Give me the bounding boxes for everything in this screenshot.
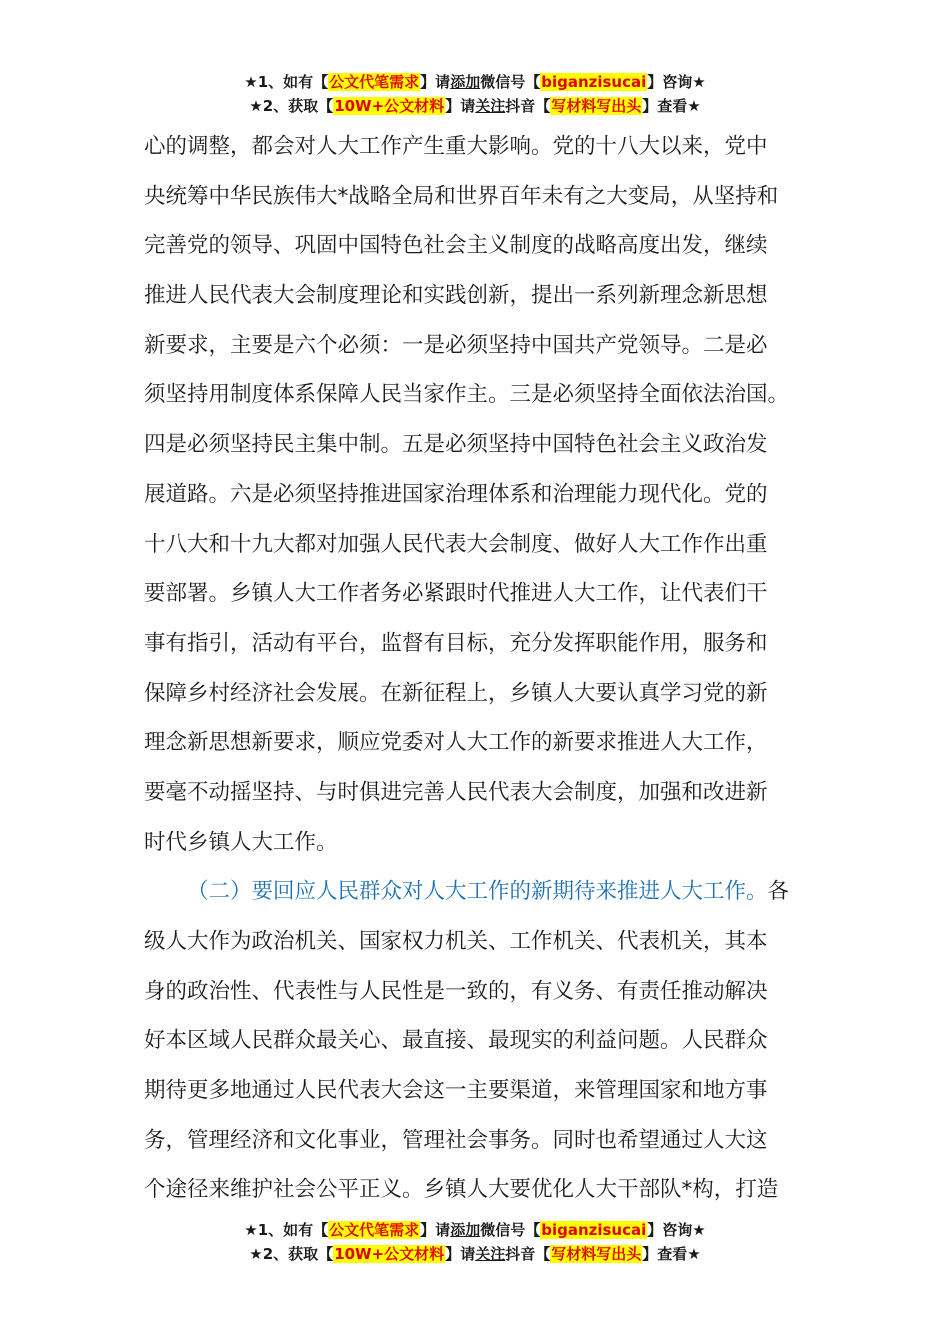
text-line: 推进人民代表大会制度理论和实践创新，提出一系列新理念新思想 xyxy=(144,283,768,309)
text-line: 好本区域人民群众最关心、最直接、最现实的利益问题。人民群众 xyxy=(144,1028,768,1054)
banner-text: ★2、获取【 xyxy=(249,97,334,115)
banner-text: 】查看★ xyxy=(642,97,701,115)
text-line: 新要求，主要是六个必须：一是必须坚持中国共产党领导。二是必 xyxy=(144,332,768,358)
text-line: 身的政治性、代表性与人民性是一致的，有义务、有责任推动解决 xyxy=(144,978,768,1004)
text-line: 十八大和十九大都对加强人民代表大会制度、做好人大工作作出重 xyxy=(144,531,768,557)
text-line: 时代乡镇人大工作。 xyxy=(144,829,338,855)
banner-text: 】查看★ xyxy=(642,1245,701,1263)
text-line: 保障乡村经济社会发展。在新征程上，乡镇人大要认真学习党的新 xyxy=(144,680,768,706)
banner-text: 抖音【 xyxy=(505,1245,551,1263)
banner-text: 抖音【 xyxy=(505,97,551,115)
banner-underlined: 关注 xyxy=(475,97,506,115)
banner-line-1 xyxy=(0,70,950,94)
banner-highlight: 写材料写出头 xyxy=(551,97,642,115)
banner-line-2 xyxy=(0,94,950,118)
banner-highlight: 公文代笔需求 xyxy=(329,73,420,91)
banner-text: 】咨询★ xyxy=(647,1221,706,1239)
text-line: 央统筹中华民族伟大*战略全局和世界百年未有之大变局，从坚持和 xyxy=(144,183,779,209)
text-line: 要部署。乡镇人大工作者务必紧跟时代推进人大工作，让代表们干 xyxy=(144,581,768,607)
banner-text: 】请 xyxy=(420,73,451,91)
header-banner xyxy=(0,70,950,118)
text-line: 级人大作为政治机关、国家权力机关、工作机关、代表机关，其本 xyxy=(144,929,768,954)
footer-banner xyxy=(0,1218,950,1266)
document-body xyxy=(144,122,808,1215)
banner-line-2 xyxy=(0,1242,950,1266)
banner-text: 】请 xyxy=(445,1245,476,1263)
banner-highlight: 公文代笔需求 xyxy=(329,1221,420,1239)
banner-text: 】请 xyxy=(420,1221,451,1239)
banner-text: 微信号【 xyxy=(480,1221,541,1239)
text-line: 事有指引，活动有平台，监督有目标，充分发挥职能作用，服务和 xyxy=(144,630,768,656)
banner-text: ★1、如有【 xyxy=(244,73,329,91)
banner-highlight: 写材料写出头 xyxy=(551,1245,642,1263)
banner-underlined: 添加 xyxy=(450,1221,481,1239)
section-heading: （二）要回应人民群众对人大工作的新期待来推进人大工作。 xyxy=(187,879,768,905)
banner-text: 】请 xyxy=(445,97,476,115)
banner-highlight: biganzisucai xyxy=(541,1221,647,1239)
text-line: 要毫不动摇坚持、与时俱进完善人民代表大会制度，加强和改进新 xyxy=(144,779,768,805)
banner-highlight: 10W+公文材料 xyxy=(334,97,445,115)
banner-text: 微信号【 xyxy=(480,73,541,91)
banner-highlight: biganzisucai xyxy=(541,73,647,91)
text-fragment: 各 xyxy=(767,879,790,905)
text-line: 心的调整，都会对人大工作产生重大影响。党的十八大以来，党中 xyxy=(144,134,768,159)
banner-highlight: 10W+公文材料 xyxy=(334,1245,445,1263)
banner-line-1 xyxy=(0,1218,950,1242)
banner-text: ★1、如有【 xyxy=(244,1221,329,1239)
text-line: 须坚持用制度体系保障人民当家作主。三是必须坚持全面依法治国。 xyxy=(144,382,790,408)
text-line: 个途径来维护社会公平正义。乡镇人大要优化人大干部队*构，打造 xyxy=(144,1177,779,1203)
banner-underlined: 添加 xyxy=(450,73,481,91)
banner-text: 】咨询★ xyxy=(647,73,706,91)
section-heading-line xyxy=(144,867,808,917)
text-line: 务，管理经济和文化事业，管理社会事务。同时也希望通过人大这 xyxy=(144,1127,768,1153)
text-line: 展道路。六是必须坚持推进国家治理体系和治理能力现代化。党的 xyxy=(144,481,768,507)
text-line: 四是必须坚持民主集中制。五是必须坚持中国特色社会主义政治发 xyxy=(144,432,768,458)
banner-text: ★2、获取【 xyxy=(249,1245,334,1263)
text-line: 完善党的领导、巩固中国特色社会主义制度的战略高度出发，继续 xyxy=(144,233,768,259)
text-line: 期待更多地通过人民代表大会这一主要渠道，来管理国家和地方事 xyxy=(144,1078,768,1104)
banner-underlined: 关注 xyxy=(475,1245,506,1263)
text-line: 理念新思想新要求，顺应党委对人大工作的新要求推进人大工作， xyxy=(144,730,768,756)
